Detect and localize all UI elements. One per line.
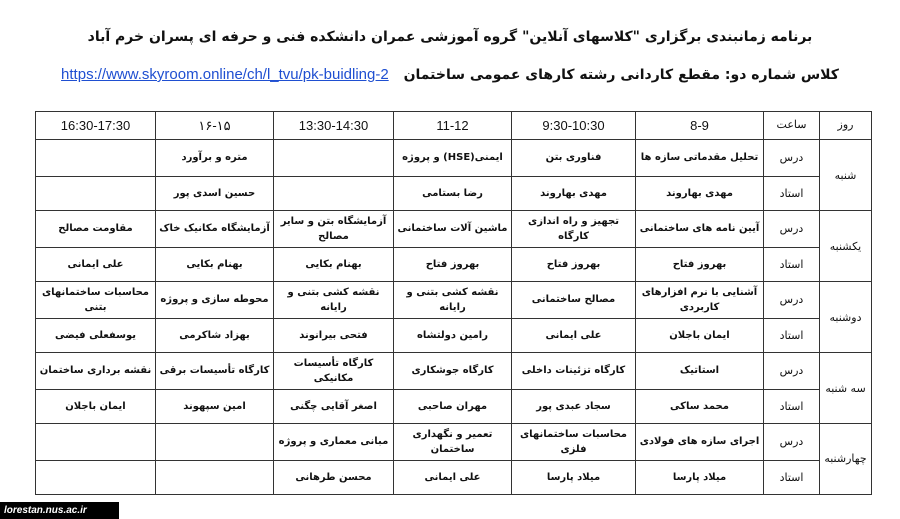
- row-type-course: درس: [764, 140, 820, 177]
- course-cell: [156, 423, 274, 460]
- course-cell: تجهیز و راه اندازی کارگاه: [512, 211, 636, 248]
- teacher-cell: رضا بستامی: [394, 176, 512, 210]
- row-type-teacher: استاد: [764, 176, 820, 210]
- teacher-cell: [36, 176, 156, 210]
- teacher-cell: اصغر آقایی چگنی: [274, 389, 394, 423]
- course-cell: [274, 140, 394, 177]
- course-cell: مبانی معماری و پروژه: [274, 423, 394, 460]
- course-cell: مصالح ساختمانی: [512, 282, 636, 319]
- day-label: دوشنبه: [820, 282, 872, 353]
- course-cell: محاسبات ساختمانهای فلزی: [512, 423, 636, 460]
- header-row: [36, 112, 872, 140]
- course-row: [36, 423, 872, 460]
- row-type-course: درس: [764, 282, 820, 319]
- header-day: روز: [820, 112, 872, 140]
- teacher-cell: بهنام بکایی: [274, 247, 394, 281]
- teacher-cell: امین سپهوند: [156, 389, 274, 423]
- teacher-cell: محسن طرهانی: [274, 460, 394, 495]
- teacher-cell: بهزاد شاکرمی: [156, 318, 274, 352]
- schedule-table: [35, 111, 872, 495]
- course-cell: نقشه کشی بتنی و رایانه: [394, 282, 512, 319]
- course-cell: آزمایشگاه مکانیک خاک: [156, 211, 274, 248]
- header-time: ۱۶-۱۵: [156, 112, 274, 140]
- course-cell: تحلیل مقدماتی سازه ها: [636, 140, 764, 177]
- row-type-teacher: استاد: [764, 318, 820, 352]
- teacher-cell: سجاد عبدی پور: [512, 389, 636, 423]
- teacher-cell: مهدی بهاروند: [636, 176, 764, 210]
- header-time: 11-12: [394, 112, 512, 140]
- teacher-cell: [156, 460, 274, 495]
- teacher-cell: علی ایمانی: [394, 460, 512, 495]
- course-cell: محاسبات ساختمانهای بتنی: [36, 282, 156, 319]
- course-cell: محوطه سازی و پروژه: [156, 282, 274, 319]
- teacher-cell: مهران صاحبی: [394, 389, 512, 423]
- course-cell: آشنایی با نرم افزارهای کاربردی: [636, 282, 764, 319]
- course-cell: کارگاه تأسیسات برقی: [156, 353, 274, 390]
- teacher-cell: بهنام بکایی: [156, 247, 274, 281]
- teacher-cell: ایمان باجلان: [36, 389, 156, 423]
- course-cell: [36, 423, 156, 460]
- row-type-teacher: استاد: [764, 389, 820, 423]
- row-type-teacher: استاد: [764, 247, 820, 281]
- teacher-cell: بهروز فتاح: [394, 247, 512, 281]
- course-cell: استاتیک: [636, 353, 764, 390]
- day-label: سه شنبه: [820, 353, 872, 424]
- teacher-cell: میلاد پارسا: [636, 460, 764, 495]
- course-cell: کارگاه تأسیسات مکانیکی: [274, 353, 394, 390]
- header-hour: ساعت: [764, 112, 820, 140]
- header-time: 16:30-17:30: [36, 112, 156, 140]
- teacher-cell: محمد ساکی: [636, 389, 764, 423]
- course-cell: متره و برآورد: [156, 140, 274, 177]
- course-row: [36, 140, 872, 177]
- teacher-row: [36, 460, 872, 495]
- skyroom-link[interactable]: https://www.skyroom.online/ch/l_tvu/pk-buidling-2: [61, 66, 389, 83]
- teacher-cell: ایمان باجلان: [636, 318, 764, 352]
- teacher-row: [36, 247, 872, 281]
- row-type-course: درس: [764, 353, 820, 390]
- course-cell: فناوری بتن: [512, 140, 636, 177]
- header-time: 9:30-10:30: [512, 112, 636, 140]
- teacher-row: [36, 318, 872, 352]
- class-subtitle: [0, 66, 900, 83]
- teacher-cell: [36, 460, 156, 495]
- course-cell: آزمایشگاه بتن و سایر مصالح: [274, 211, 394, 248]
- course-cell: تعمیر و نگهداری ساختمان: [394, 423, 512, 460]
- teacher-cell: فتحی بیرانوند: [274, 318, 394, 352]
- page-title: برنامه زمانبندی برگزاری "کلاسهای آنلاین" گروه آموزشی عمران دانشکده فنی و حرفه ای پسران خرم آباد: [87, 29, 813, 45]
- teacher-cell: بهروز فتاح: [512, 247, 636, 281]
- row-type-course: درس: [764, 211, 820, 248]
- teacher-cell: مهدی بهاروند: [512, 176, 636, 210]
- course-cell: [36, 140, 156, 177]
- teacher-cell: یوسفعلی فیضی: [36, 318, 156, 352]
- course-cell: نقشه برداری ساختمان: [36, 353, 156, 390]
- teacher-row: [36, 176, 872, 210]
- course-row: [36, 353, 872, 390]
- course-cell: نقشه کشی بتنی و رایانه: [274, 282, 394, 319]
- course-row: [36, 211, 872, 248]
- header-time: 13:30-14:30: [274, 112, 394, 140]
- course-row: [36, 282, 872, 319]
- course-cell: ایمنی(HSE) و پروژه: [394, 140, 512, 177]
- header-time: 8-9: [636, 112, 764, 140]
- row-type-course: درس: [764, 423, 820, 460]
- site-watermark: lorestan.nus.ac.ir: [0, 502, 119, 519]
- teacher-cell: رامین دولتشاه: [394, 318, 512, 352]
- teacher-cell: علی ایمانی: [512, 318, 636, 352]
- day-label: چهارشنبه: [820, 423, 872, 494]
- course-cell: مقاومت مصالح: [36, 211, 156, 248]
- teacher-cell: علی ایمانی: [36, 247, 156, 281]
- teacher-cell: [274, 176, 394, 210]
- course-cell: ماشین آلات ساختمانی: [394, 211, 512, 248]
- teacher-cell: حسین اسدی پور: [156, 176, 274, 210]
- course-cell: اجرای سازه های فولادی: [636, 423, 764, 460]
- course-cell: کارگاه تزئینات داخلی: [512, 353, 636, 390]
- course-cell: کارگاه جوشکاری: [394, 353, 512, 390]
- teacher-row: [36, 389, 872, 423]
- class-label: کلاس شماره دو: مقطع کاردانی رشته کارهای عمومی ساختمان: [403, 67, 839, 83]
- day-label: یکشنبه: [820, 211, 872, 282]
- teacher-cell: بهروز فتاح: [636, 247, 764, 281]
- teacher-cell: میلاد پارسا: [512, 460, 636, 495]
- course-cell: آیین نامه های ساختمانی: [636, 211, 764, 248]
- row-type-teacher: استاد: [764, 460, 820, 495]
- day-label: شنبه: [820, 140, 872, 211]
